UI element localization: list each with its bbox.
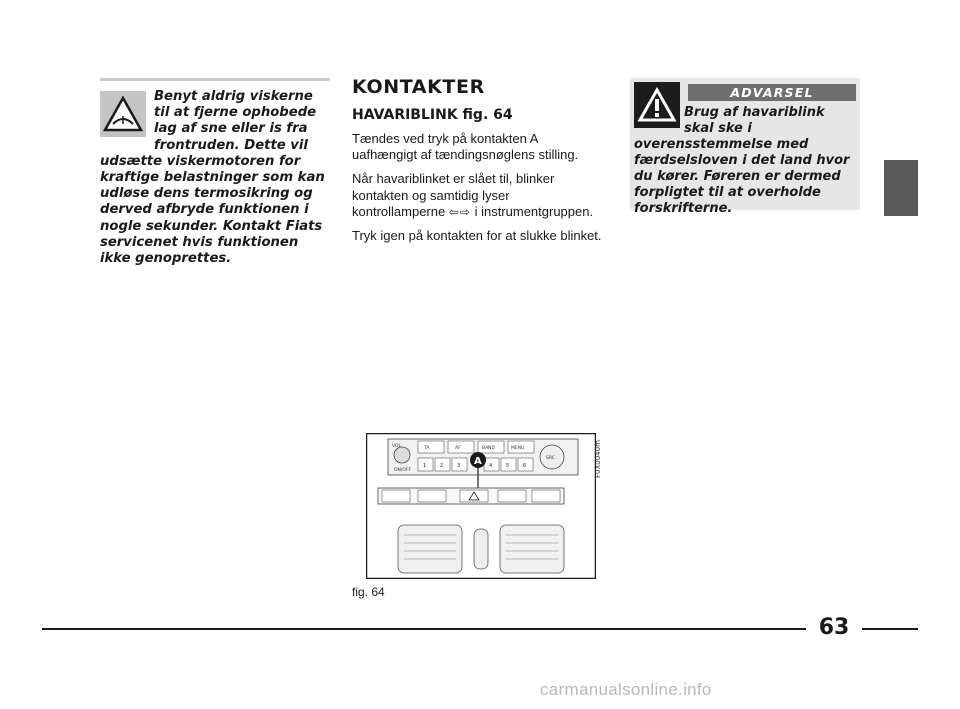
af-label: AF	[455, 446, 461, 451]
note-top-rule	[100, 78, 330, 81]
footer-rule-right	[862, 628, 918, 630]
figure-code: F0X0040m	[594, 440, 602, 478]
main-column	[352, 76, 602, 252]
preset-5: 5	[506, 463, 510, 469]
hazard-switch-figure	[366, 433, 596, 579]
menu-label: MENU	[511, 446, 525, 451]
paragraph-3: Tryk igen på kontakten for at slukke blinket.	[352, 228, 602, 244]
band-label: BAND	[482, 446, 495, 451]
wiper-warning-icon	[100, 91, 146, 137]
callout-a-label: A	[474, 456, 482, 467]
paragraph-1: Tændes ved tryk på kontakten A uafhængigt af tændingsnøglens stilling.	[352, 131, 579, 163]
ta-label: TA	[424, 446, 430, 451]
preset-1: 1	[423, 463, 427, 469]
warning-badge: ADVARSEL	[688, 84, 856, 101]
preset-2: 2	[440, 463, 444, 469]
paragraph-2-before: Når havariblinket er slået til, blinker kontakten og samtidig lyser kontrollamperne	[352, 171, 555, 219]
vol-label: VOL	[392, 444, 402, 449]
section-tab	[884, 160, 918, 216]
paragraph-2	[352, 171, 602, 220]
src-label: SRC	[546, 456, 555, 461]
wiper-note	[100, 78, 330, 267]
warning-box	[630, 78, 860, 216]
warning-text: Brug af havariblink skal ske i overensstemmelse med færdselsloven i det land hvor du kører. Føreren er dermed forpligtet til at overholde forskrifterne.	[634, 105, 850, 216]
preset-6: 6	[523, 463, 527, 469]
warning-text-block	[634, 105, 856, 217]
paragraph-2-after: i instrumentgruppen.	[474, 203, 594, 219]
figure-caption: fig. 64	[352, 585, 385, 599]
preset-3: 3	[457, 463, 461, 469]
section-subtitle: HAVARIBLINK fig. 64	[352, 107, 513, 123]
watermark: carmanualsonline.info	[540, 680, 712, 699]
footer-rule-left	[42, 628, 806, 630]
preset-4: 4	[489, 463, 493, 469]
turn-signal-arrows-icon: ⇦⇨	[448, 204, 471, 219]
page-title: KONTAKTER	[352, 76, 485, 98]
onoff-label: ON/OFF	[394, 468, 412, 473]
page-number: 63	[818, 615, 850, 640]
wiper-note-text: Benyt aldrig viskerne til at fjerne ophobede lag af sne eller is fra frontruden. Dette vil udsætte viskermotoren for kraftige belastninger som kan udløse dens termosikring og derved afbryde funktionen i nogle sekunder. Kontakt Fiats servicenet hvis funktionen ikke genoprettes.	[100, 89, 325, 267]
